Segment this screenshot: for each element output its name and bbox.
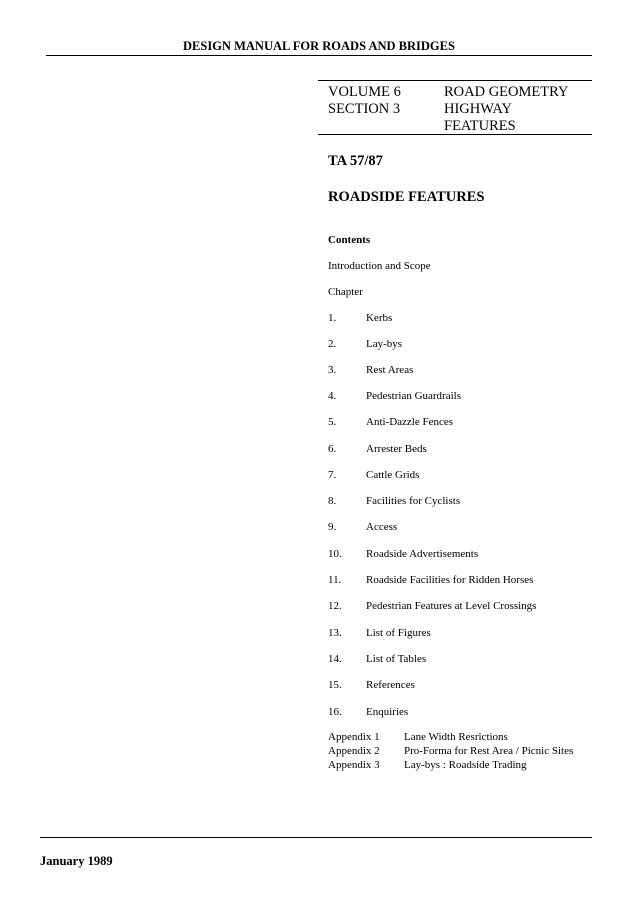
volume-box-top-rule	[318, 80, 592, 81]
header-rule	[46, 55, 592, 56]
chapter-title: Enquiries	[366, 706, 409, 718]
chapter-title: List of Figures	[366, 627, 431, 639]
manual-title: DESIGN MANUAL FOR ROADS AND BRIDGES	[183, 39, 455, 53]
chapter-title: List of Tables	[366, 653, 427, 665]
volume-label: VOLUME 6	[328, 84, 401, 100]
appendix-label: Appendix 1	[328, 731, 380, 743]
chapter-number: 16.	[328, 706, 342, 718]
appendix-title: Pro-Forma for Rest Area / Picnic Sites	[404, 745, 574, 757]
chapter-title: Pedestrian Features at Level Crossings	[366, 600, 537, 612]
chapter-number: 14.	[328, 653, 342, 665]
document-code: TA 57/87	[328, 153, 383, 169]
chapter-label: Chapter	[328, 286, 363, 298]
volume-title-line2: HIGHWAY	[444, 101, 512, 117]
chapter-title: References	[366, 679, 415, 691]
chapter-number: 13.	[328, 627, 342, 639]
contents-intro: Introduction and Scope	[328, 260, 431, 272]
document-title: ROADSIDE FEATURES	[328, 189, 485, 205]
volume-title-line1: ROAD GEOMETRY	[444, 84, 569, 100]
footer-date: January 1989	[40, 854, 113, 868]
chapter-title: Roadside Advertisements	[366, 548, 479, 560]
volume-box-bottom-rule	[318, 134, 592, 135]
chapter-title: Roadside Facilities for Ridden Horses	[366, 574, 534, 586]
chapter-number: 15.	[328, 679, 342, 691]
chapter-title: Facilities for Cyclists	[366, 495, 461, 507]
chapter-title: Access	[366, 521, 398, 533]
chapter-title: Arrester Beds	[366, 443, 427, 455]
chapter-number: 3.	[328, 364, 337, 376]
chapter-number: 8.	[328, 495, 337, 507]
appendix-label: Appendix 3	[328, 759, 380, 771]
chapter-number: 1.	[328, 312, 337, 324]
chapter-title: Anti-Dazzle Fences	[366, 416, 454, 428]
appendix-title: Lay-bys : Roadside Trading	[404, 759, 527, 771]
chapter-number: 12.	[328, 600, 342, 612]
chapter-title: Pedestrian Guardrails	[366, 390, 461, 402]
chapter-title: Cattle Grids	[366, 469, 420, 481]
chapter-number: 4.	[328, 390, 337, 402]
volume-title-line3: FEATURES	[444, 118, 516, 134]
chapter-number: 2.	[328, 338, 337, 350]
chapter-number: 6.	[328, 443, 337, 455]
section-label: SECTION 3	[328, 101, 401, 117]
chapter-number: 10.	[328, 548, 342, 560]
chapter-number: 7.	[328, 469, 337, 481]
chapter-number: 5.	[328, 416, 337, 428]
chapter-number: 9.	[328, 521, 337, 533]
appendix-title: Lane Width Resrictions	[404, 731, 508, 743]
chapter-title: Rest Areas	[366, 364, 414, 376]
footer-rule	[40, 837, 592, 838]
chapter-title: Kerbs	[366, 312, 393, 324]
contents-heading: Contents	[328, 234, 371, 246]
chapter-number: 11.	[328, 574, 342, 586]
chapter-title: Lay-bys	[366, 338, 403, 350]
appendix-label: Appendix 2	[328, 745, 380, 757]
